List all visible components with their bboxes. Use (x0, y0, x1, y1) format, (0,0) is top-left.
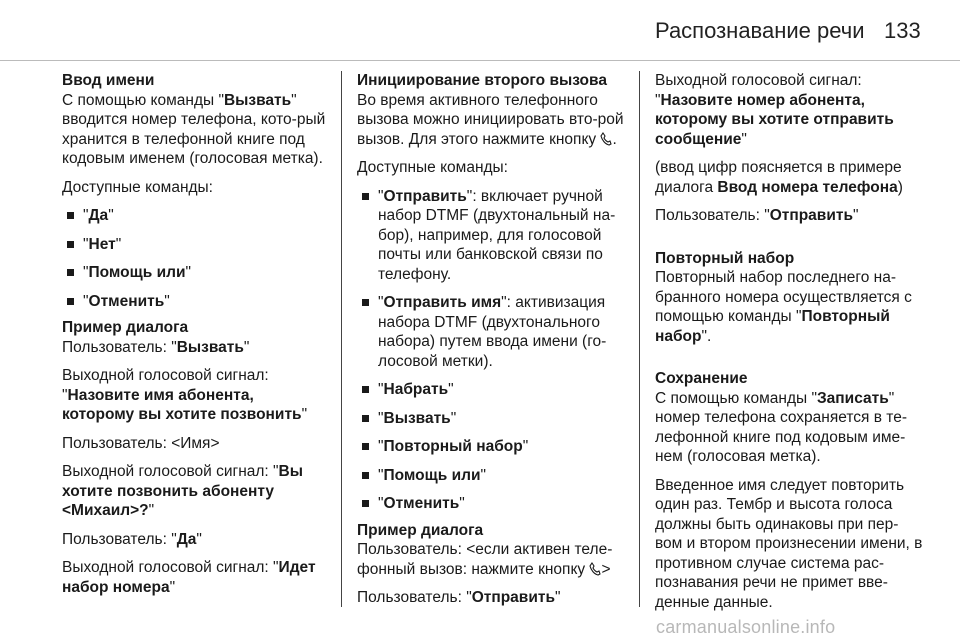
available-commands-label: Доступные команды: (357, 159, 508, 176)
list-item: "Нет" (62, 235, 330, 255)
dialog-line: Пользователь: "Отправить" (655, 207, 859, 224)
section-heading-redial: Повторный набор (655, 249, 795, 267)
available-commands-label: Доступные команды: (62, 178, 213, 196)
watermark-text: carmanualsonline.info (656, 617, 836, 637)
page-title: Распознавание речи (655, 18, 865, 43)
dialog-line: Выходной голосовой сигнал: "Идет набор номера" (62, 559, 316, 596)
paragraph: С помощью команды "Записать" номер телефона сохраняется в те-лефонной книге под кодовым име-нем (голосовая метка). (655, 389, 907, 465)
paragraph: Введенное имя следует повторить один раз. Тембр и высота голоса должны быть одинаковы при пер-вом и втором произнесении имени, в противном случае система рас-познавания речи не примет вве-денные данные. (655, 476, 923, 611)
section-heading-dialog-example: Пример диалога (62, 319, 189, 336)
phone-icon (600, 132, 612, 146)
page-number: 133 (884, 18, 921, 43)
paragraph: (ввод цифр поясняется в примере диалога Ввод номера телефона) (655, 159, 903, 196)
section-heading-name-entry: Ввод имени (62, 72, 155, 89)
section-heading-dialog-example: Пример диалога (357, 521, 484, 539)
dialog-line: Пользователь: "Да" (62, 530, 202, 548)
dialog-line: Пользователь: "Отправить" (357, 589, 561, 606)
paragraph: Во время активного телефонного вызова можно инициировать вто-рой вызов. Для этого нажмите кнопку . (357, 91, 624, 148)
column-2 (357, 71, 625, 617)
list-item: "Набрать" (357, 380, 625, 400)
header-divider (0, 60, 960, 61)
paragraph: Повторный набор последнего на-бранного номера осуществляется с помощью команды "Повторный набор". (655, 269, 912, 345)
phone-icon (589, 562, 601, 576)
list-item: "Помощь или" (62, 263, 330, 283)
dialog-line: Пользователь: <Имя> (62, 434, 220, 452)
dialog-line: Пользователь: "Вызвать" (62, 338, 250, 356)
dialog-line: Выходной голосовой сигнал: "Вы хотите позвонить абоненту <Михаил>?" (62, 463, 303, 519)
list-item: "Да" (62, 206, 330, 226)
section-heading-second-call: Инициирование второго вызова (357, 72, 607, 89)
column-divider-2 (639, 71, 640, 607)
list-item: "Отменить" (62, 292, 330, 312)
list-item: "Помощь или" (357, 466, 625, 486)
dialog-line: Выходной голосовой сигнал: "Назовите номер абонента, которому вы хотите отправить сообщение" (655, 72, 894, 148)
dialog-line: Выходной голосовой сигнал: "Назовите имя абонента, которому вы хотите позвонить" (62, 367, 308, 423)
column-1 (62, 71, 330, 606)
list-item: "Отправить имя": активизация набора DTMF (двухтонального набора) путем ввода имени (го-лосовой метки). (357, 293, 625, 371)
list-item: "Отменить" (357, 494, 625, 514)
list-item: "Повторный набор" (357, 437, 625, 457)
section-heading-save: Сохранение (655, 370, 748, 387)
command-list (62, 206, 330, 311)
column-divider-1 (341, 71, 342, 607)
column-3 (655, 71, 923, 621)
command-list (357, 187, 625, 514)
list-item: "Отправить": включает ручной набор DTMF (двухтональный на-бор), например, для голосовой почты или банковской связи по телефону. (357, 187, 625, 285)
list-item: "Вызвать" (357, 409, 625, 429)
dialog-line: Пользователь: <если активен теле-фонный вызов: нажмите кнопку > (357, 541, 613, 578)
paragraph: С помощью команды "Вызвать" вводится номер телефона, кото-рый хранится в телефонной книге под кодовым именем (голосовая метка). (62, 91, 326, 167)
